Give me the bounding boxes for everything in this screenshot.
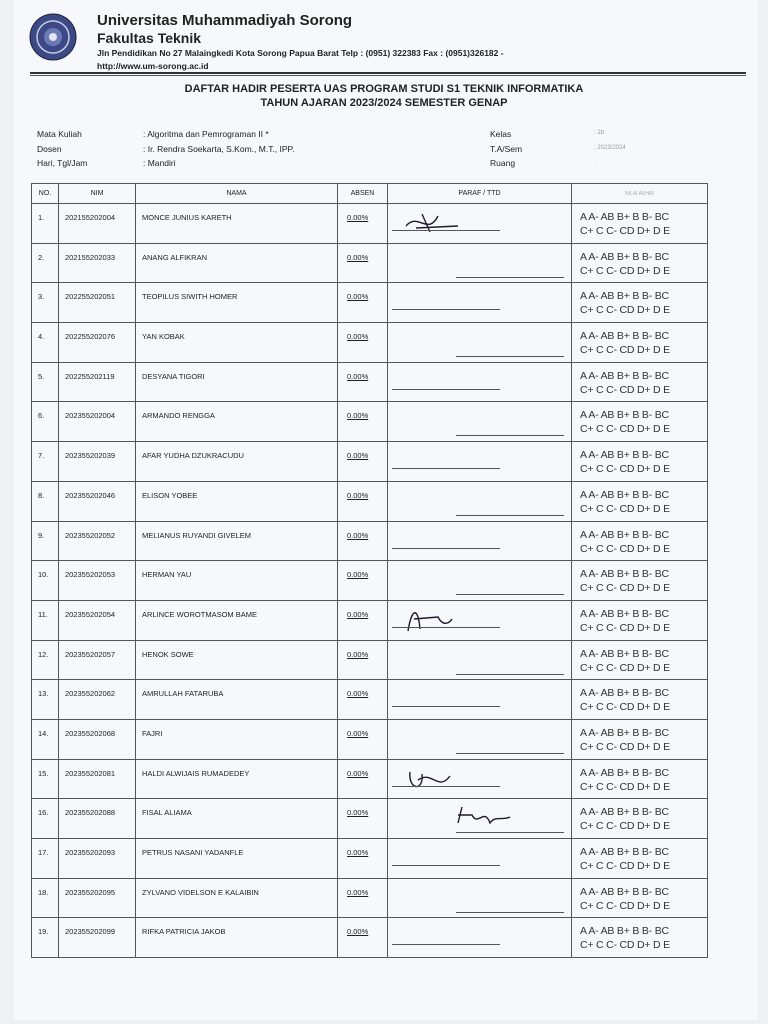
row-number: 3. (32, 283, 59, 323)
row-number: 16. (32, 799, 59, 839)
row-nim: 202255202119 (59, 362, 136, 402)
signature-line (392, 309, 500, 310)
website-link[interactable]: http://www.um-sorong.ac.id (97, 61, 209, 71)
table-row (32, 521, 708, 561)
row-paraf (388, 640, 572, 680)
document-subtitle: TAHUN AJARAN 2023/2024 SEMESTER GENAP (260, 97, 508, 109)
row-nama: ANANG ALFIKRAN (136, 243, 338, 283)
row-absen: 0.00% (338, 283, 388, 323)
row-nama: FISAL ALIAMA (136, 799, 338, 839)
table-row (32, 759, 708, 799)
row-paraf (388, 878, 572, 918)
row-nim: 202355202099 (59, 918, 136, 958)
row-nim: 202155202004 (59, 204, 136, 244)
signature-line (392, 548, 500, 549)
row-number: 10. (32, 561, 59, 601)
header-rule-thin (30, 75, 746, 76)
row-absen: 0.00% (338, 402, 388, 442)
row-nilai (572, 402, 708, 442)
faculty-name: Fakultas Teknik (97, 30, 202, 46)
row-number: 13. (32, 680, 59, 720)
table-row (32, 362, 708, 402)
row-nama: HENOK SOWE (136, 640, 338, 680)
dosen-value: : Ir. Rendra Soekarta, S.Kom., M.T., IPP. (143, 144, 295, 154)
signature-line (456, 832, 564, 833)
row-nama: ZYLVANO VIDELSON E KALAIBIN (136, 878, 338, 918)
row-nilai (572, 561, 708, 601)
table-row (32, 323, 708, 363)
row-absen: 0.00% (338, 521, 388, 561)
attendance-table (31, 183, 708, 958)
column-header-absen: ABSEN (338, 184, 388, 204)
row-nilai (572, 243, 708, 283)
row-nilai (572, 521, 708, 561)
row-paraf (388, 521, 572, 561)
address-line: Jln Pendidikan No 27 Malaingkedi Kota Sorong Papua Barat Telp : (0951) 322383 Fax : (0951)326182 - (97, 48, 504, 58)
grade-options-line2: C+ C C- CD D+ D E (580, 820, 670, 833)
grade-options-line1: A A- AB B+ B B- BC (580, 449, 669, 462)
row-absen: 0.00% (338, 442, 388, 482)
grade-options-line1: A A- AB B+ B B- BC (580, 369, 669, 382)
row-number: 18. (32, 878, 59, 918)
row-number: 9. (32, 521, 59, 561)
row-nama: AFAR YUDHA DZUKRACUDU (136, 442, 338, 482)
grade-options-line1: A A- AB B+ B B- BC (580, 885, 669, 898)
row-nim: 202355202039 (59, 442, 136, 482)
row-number: 17. (32, 839, 59, 879)
row-absen: 0.00% (338, 719, 388, 759)
row-absen: 0.00% (338, 362, 388, 402)
table-row (32, 481, 708, 521)
signature-line (392, 786, 500, 787)
grade-options-line1: A A- AB B+ B B- BC (580, 211, 669, 223)
row-nilai (572, 600, 708, 640)
row-nilai (572, 640, 708, 680)
grade-options-line2: C+ C C- CD D+ D E (580, 225, 670, 237)
table-header-row (32, 184, 708, 204)
row-paraf (388, 839, 572, 879)
row-paraf (388, 283, 572, 323)
row-nama: DESYANA TIGORI (136, 362, 338, 402)
signature-line (392, 865, 500, 866)
row-nim: 202355202088 (59, 799, 136, 839)
row-nilai (572, 442, 708, 482)
column-header-nilai: NILAI AKHIR (572, 184, 708, 204)
signature-line (456, 356, 564, 357)
mata-kuliah-label: Mata Kuliah (37, 129, 82, 139)
row-nama: HERMAN YAU (136, 561, 338, 601)
grade-options-line2: C+ C C- CD D+ D E (580, 701, 670, 714)
row-nama: FAJRI (136, 719, 338, 759)
row-nilai (572, 204, 708, 244)
row-absen: 0.00% (338, 918, 388, 958)
grade-options-line2: C+ C C- CD D+ D E (580, 740, 670, 753)
grade-options-line1: A A- AB B+ B B- BC (580, 409, 669, 422)
grade-options-line1: A A- AB B+ B B- BC (580, 330, 669, 343)
mata-kuliah-value: : Algoritma dan Pemrograman II * (143, 129, 269, 139)
grade-options-line2: C+ C C- CD D+ D E (580, 542, 670, 555)
column-header-paraf: PARAF / TTD (388, 184, 572, 204)
row-nim: 202355202054 (59, 600, 136, 640)
row-nim: 202355202004 (59, 402, 136, 442)
row-paraf (388, 719, 572, 759)
row-paraf (388, 561, 572, 601)
row-nim: 202355202068 (59, 719, 136, 759)
row-absen: 0.00% (338, 759, 388, 799)
row-number: 14. (32, 719, 59, 759)
handwritten-signature (398, 762, 488, 794)
row-nilai (572, 323, 708, 363)
signature-line (456, 753, 564, 754)
ruang-value: : (594, 159, 596, 165)
grade-options-line2: C+ C C- CD D+ D E (580, 502, 670, 515)
grade-options-line1: A A- AB B+ B B- BC (580, 607, 669, 620)
grade-options-line1: A A- AB B+ B B- BC (580, 568, 669, 581)
row-nim: 202255202051 (59, 283, 136, 323)
row-absen: 0.00% (338, 561, 388, 601)
row-nim: 202355202095 (59, 878, 136, 918)
tasem-value: : 2023/2024 (594, 145, 626, 151)
row-nilai (572, 878, 708, 918)
dosen-label: Dosen (37, 144, 62, 154)
row-nim: 202155202033 (59, 243, 136, 283)
row-number: 7. (32, 442, 59, 482)
row-absen: 0.00% (338, 878, 388, 918)
row-nim: 202255202076 (59, 323, 136, 363)
table-row (32, 799, 708, 839)
row-nim: 202355202052 (59, 521, 136, 561)
row-nilai (572, 918, 708, 958)
row-number: 8. (32, 481, 59, 521)
row-nama: HALDI ALWIJAIS RUMADEDEY (136, 759, 338, 799)
table-row (32, 561, 708, 601)
signature-line (392, 389, 500, 390)
signature-line (392, 627, 500, 628)
hari-label: Hari, Tgl/Jam (37, 158, 88, 168)
row-absen: 0.00% (338, 600, 388, 640)
grade-options-line1: A A- AB B+ B B- BC (580, 290, 669, 303)
grade-options-line2: C+ C C- CD D+ D E (580, 899, 670, 912)
row-number: 6. (32, 402, 59, 442)
row-absen: 0.00% (338, 640, 388, 680)
handwritten-signature (398, 206, 488, 238)
row-number: 19. (32, 918, 59, 958)
signature-line (392, 944, 500, 945)
signature-line (392, 230, 500, 231)
grade-options-line2: C+ C C- CD D+ D E (580, 463, 670, 476)
handwritten-signature (448, 801, 538, 833)
row-number: 1. (32, 204, 59, 244)
tasem-label: T.A/Sem (490, 144, 523, 154)
row-paraf (388, 799, 572, 839)
grade-options-line1: A A- AB B+ B B- BC (580, 925, 669, 938)
row-paraf (388, 759, 572, 799)
row-nim: 202355202053 (59, 561, 136, 601)
row-absen: 0.00% (338, 481, 388, 521)
table-row (32, 283, 708, 323)
row-nama: TEOPILUS SIWITH HOMER (136, 283, 338, 323)
grade-options-line2: C+ C C- CD D+ D E (580, 423, 670, 436)
row-nilai (572, 799, 708, 839)
kelas-label: Kelas (490, 129, 512, 139)
signature-line (456, 912, 564, 913)
grade-options-line2: C+ C C- CD D+ D E (580, 939, 670, 952)
grade-options-line1: A A- AB B+ B B- BC (580, 528, 669, 541)
row-nama: MONCE JUNIUS KARETH (136, 204, 338, 244)
grade-options-line2: C+ C C- CD D+ D E (580, 383, 670, 396)
row-paraf (388, 323, 572, 363)
signature-line (456, 594, 564, 595)
row-nim: 202355202046 (59, 481, 136, 521)
column-header-no: NO. (32, 184, 59, 204)
row-nama: ELISON YOBEE (136, 481, 338, 521)
row-number: 2. (32, 243, 59, 283)
table-row (32, 600, 708, 640)
table-row (32, 243, 708, 283)
grade-options-line1: A A- AB B+ B B- BC (580, 726, 669, 739)
table-row (32, 680, 708, 720)
grade-options-line1: A A- AB B+ B B- BC (580, 806, 669, 819)
row-nilai (572, 362, 708, 402)
table-row (32, 640, 708, 680)
row-absen: 0.00% (338, 799, 388, 839)
university-logo (28, 12, 78, 62)
row-paraf (388, 680, 572, 720)
table-row (32, 878, 708, 918)
column-header-nama: NAMA (136, 184, 338, 204)
row-number: 15. (32, 759, 59, 799)
row-nama: ARLINCE WOROTMASOM BAME (136, 600, 338, 640)
signature-line (392, 468, 500, 469)
grade-options-line1: A A- AB B+ B B- BC (580, 766, 669, 779)
signature-line (392, 706, 500, 707)
row-nilai (572, 719, 708, 759)
row-paraf (388, 243, 572, 283)
row-paraf (388, 918, 572, 958)
grade-options-line1: A A- AB B+ B B- BC (580, 488, 669, 501)
grade-options-line2: C+ C C- CD D+ D E (580, 304, 670, 317)
row-nama: ARMANDO RENGGA (136, 402, 338, 442)
row-nim: 202355202081 (59, 759, 136, 799)
header-rule (30, 72, 746, 74)
row-absen: 0.00% (338, 839, 388, 879)
row-absen: 0.00% (338, 204, 388, 244)
ruang-label: Ruang (490, 158, 516, 168)
signature-line (456, 277, 564, 278)
kelas-value: : 2b (594, 130, 605, 136)
row-nama: YAN KOBAK (136, 323, 338, 363)
table-row (32, 204, 708, 244)
row-nama: AMRULLAH FATARUBA (136, 680, 338, 720)
row-nilai (572, 481, 708, 521)
row-nama: MELIANUS RUYANDI GIVELEM (136, 521, 338, 561)
row-nama: RIFKA PATRICIA JAKOB (136, 918, 338, 958)
grade-options-line1: A A- AB B+ B B- BC (580, 687, 669, 700)
row-nilai (572, 680, 708, 720)
row-number: 5. (32, 362, 59, 402)
table-row (32, 402, 708, 442)
row-nim: 202355202057 (59, 640, 136, 680)
grade-options-line2: C+ C C- CD D+ D E (580, 860, 670, 872)
grade-options-line2: C+ C C- CD D+ D E (580, 344, 670, 357)
row-nim: 202355202062 (59, 680, 136, 720)
university-name: Universitas Muhammadiyah Sorong (97, 12, 353, 29)
row-number: 11. (32, 600, 59, 640)
signature-line (456, 674, 564, 675)
grade-options-line1: A A- AB B+ B B- BC (580, 250, 669, 263)
grade-options-line1: A A- AB B+ B B- BC (580, 647, 669, 660)
grade-options-line1: A A- AB B+ B B- BC (580, 846, 669, 858)
row-paraf (388, 442, 572, 482)
column-header-nim: NIM (59, 184, 136, 204)
table-row (32, 918, 708, 958)
signature-line (456, 515, 564, 516)
row-nama: PETRUS NASANI YADANFLE (136, 839, 338, 879)
grade-options-line2: C+ C C- CD D+ D E (580, 582, 670, 595)
table-row (32, 442, 708, 482)
row-nilai (572, 839, 708, 879)
grade-options-line2: C+ C C- CD D+ D E (580, 661, 670, 674)
document-title: DAFTAR HADIR PESERTA UAS PROGRAM STUDI S1 TEKNIK INFORMATIKA (184, 83, 584, 95)
handwritten-signature (398, 603, 488, 635)
row-absen: 0.00% (338, 680, 388, 720)
grade-options-line2: C+ C C- CD D+ D E (580, 621, 670, 634)
table-row (32, 719, 708, 759)
table-row (32, 839, 708, 879)
row-number: 4. (32, 323, 59, 363)
row-nim: 202355202093 (59, 839, 136, 879)
row-paraf (388, 204, 572, 244)
row-paraf (388, 402, 572, 442)
row-paraf (388, 362, 572, 402)
hari-value: : Mandiri (143, 158, 176, 168)
row-absen: 0.00% (338, 323, 388, 363)
row-number: 12. (32, 640, 59, 680)
row-paraf (388, 481, 572, 521)
row-nilai (572, 759, 708, 799)
grade-options-line2: C+ C C- CD D+ D E (580, 780, 670, 793)
row-nilai (572, 283, 708, 323)
row-paraf (388, 600, 572, 640)
signature-line (456, 435, 564, 436)
row-absen: 0.00% (338, 243, 388, 283)
grade-options-line2: C+ C C- CD D+ D E (580, 264, 670, 277)
